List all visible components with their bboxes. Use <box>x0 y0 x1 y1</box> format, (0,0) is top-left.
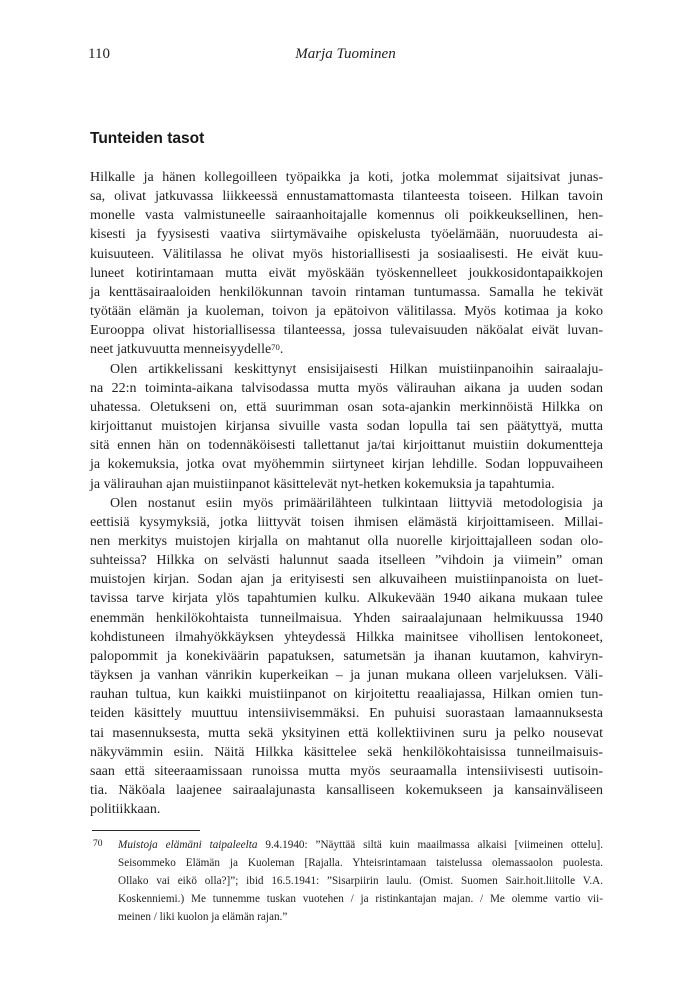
footnote-line: Ollako vai eikö olla?]”; ibid 16.5.1941: ”Sisarpiirin laulu. (Omist. Suomen Sair.hoit.liitolle V.A. <box>118 875 603 887</box>
text-line: palopommit ja konekiväärin papatuksen, satumetsän ja ihanan kuutamon, kahviryn- <box>90 648 603 664</box>
footnote-line: Muistoja elämäni taipaleelta 9.4.1940: ”Näyttää siltä kuin maailmassa alkaisi [viimeinen ottelu]. <box>118 839 603 851</box>
text-line: teiden käsittely muuttuu intensiivisemmäksi. En puhuisi suorastaan lamaannuksesta <box>90 706 603 722</box>
page-number: 110 <box>88 46 110 62</box>
text-line: Olen nostanut esiin myös primäärilähteen tulkintaan liittyviä metodologisia ja <box>110 495 603 511</box>
footnote-text <box>118 836 603 926</box>
text-line: saan että siteeraamissaan runoissa mutta myös seuraamalla intensiivisesti uutisoin- <box>90 763 603 779</box>
text-line: ja kokemuksia, jotka ovat myöhemmin siirtyneet kirjan lehdille. Sodan loppuvaiheen <box>90 457 603 473</box>
text-line: kisesti ja fyysisesti vaativa siirtymävaihe opiskelusta työelämään, nuoruudesta ai- <box>90 227 603 243</box>
text-line: kohdistuneen ilmahyökkäyksen yhteydessä Hilkka mainitsee vihollisen lentokoneet, <box>90 629 603 645</box>
text-line: Hilkalle ja hänen kollegoilleen työpaikka ja koti, jotka molemmat sijaitsivat junas- <box>90 170 603 185</box>
text-line: kirjoittanut muistojen kirjansa sivuille vasta sodan lopulla tai sen päätyttyä, mutta <box>90 419 603 435</box>
text-line: sa, olivat jatkuvassa liikkeessä ennustamattomasta tilanteesta toiseen. Hilkan tavoin <box>90 189 603 205</box>
text-line: uhatessa. Oletukseni on, että suurimman osan sota-ajankin merkinnöistä Hilkka on <box>90 399 603 415</box>
text-line: nen merkitys muistojen kirjalla on mahtanut olla nuorelle kirjoittajalleen sodan olo- <box>90 533 603 549</box>
text-line: politiikkaan. <box>90 802 161 818</box>
text-line: muistojen kirjan. Sodan ajan ja erityisesti sen alkuvaiheen muistiinpanoista on luet- <box>90 572 603 588</box>
text-line: enemmän henkilökohtaista tunneilmaisua. Yhden sairaalajunaan helmikuussa 1940 <box>90 610 603 626</box>
text-line: kuisuuteen. Välitilassa he olivat myös historiallisesti ja sosiaalisesti. He eivät kuu- <box>90 246 603 262</box>
paragraph <box>90 168 603 360</box>
footnote-line: meinen / liki kuolon ja elämän rajan.” <box>118 911 288 923</box>
text-line: na 22:n toiminta-aikana talvisodassa mutta myös välirauhan aikana ja uuden sodan <box>90 380 603 396</box>
paragraph <box>90 360 603 494</box>
text-line: monelle vasta valmistuneelle sairaanhoitajalle komennus oli poikkeuksellinen, hen- <box>90 208 603 224</box>
text-line: luneet kotirintamaan mutta eivät myöskään työskennelleet joukkosidontapaikkojen <box>90 265 603 281</box>
italic-text: Muistoja elämäni taipaleelta <box>118 839 258 851</box>
page-header <box>88 44 603 64</box>
text-line: ja välirauhan ajan muistiinpanot käsittelevät nyt-hetken kokemuksia ja tapahtumia. <box>90 476 555 492</box>
text-line: sitä ennen hän on todennäköisesti tallettanut ja/tai kirjoittanut muistiin dokumentteja <box>90 438 603 454</box>
text-line: täyksen ja vanhan vänrikin kuperkeikan – ja junan mukana olleen varjeluksen. Väli- <box>90 668 603 684</box>
footnote-reference: 70 <box>271 341 280 352</box>
text-line: ja kenttäsairaaloiden henkilökunnan tavoin rintaman tuntumassa. Samalla he tekivät <box>90 284 603 300</box>
paragraph <box>90 494 603 820</box>
text-line: suhteissa? Hilkka on selvästi halunnut saada itselleen ”vihdoin ja viimein” oman <box>90 553 603 569</box>
text-line: tia. Näköala laajenee sairaalajunasta kansalliseen kokemukseen ja kansainväliseen <box>90 783 603 798</box>
text-line: eettisiä kysymyksiä, jotka liittyvät toisen ihmisen elämästä kirjoittamiseen. Millai- <box>90 514 603 530</box>
section-heading: Tunteiden tasot <box>90 130 205 147</box>
footnote-line: Koskenniemi.) Me tunnemme tuskan vuotehen / ja ristinkantajan majan. / Me olemme vartio vii- <box>118 893 603 905</box>
footnote-line: Seisommeko Elämän ja Kuoleman [Rajalla. Yhteisrintamaan taistelussa olemassaolon puolesta. <box>118 857 603 869</box>
text-line: neet jatkuvuutta menneisyydelle$^{70}$. <box>90 341 284 358</box>
text-line: rauhan tultua, kun kaikki muistiinpanot on kirjoitettu reaaliajassa, Hilkan omien tun- <box>90 687 603 703</box>
running-head: Marja Tuominen <box>295 46 396 62</box>
footnote-separator <box>92 830 200 831</box>
text-line: tai masennuksesta, mutta sekä yksityinen että kollektiivinen suru ja pelko nousevat <box>90 725 603 741</box>
text-line: näkyvämmin esiin. Näitä Hilkka käsittelee sekä henkilökohtaisissa tunneilmaisuis- <box>90 744 603 760</box>
footnote-marker: 70 <box>93 839 103 849</box>
text-line: tavissa tarve kirjata ylös tapahtumien kulku. Alkukevään 1940 aikana mukaan tulee <box>90 591 603 607</box>
text-line: Olen artikkelissani keskittynyt ensisijaisesti Hilkan muistiinpanoihin sairaalaju- <box>110 361 603 377</box>
text-line: työtään elämän ja kuoleman, toivon ja epätoivon välitilassa. Myös kotimaa ja koko <box>90 304 603 320</box>
body-text <box>90 168 603 819</box>
text-line: Eurooppa olivat historiallisessa tilanteessa, jossa tulevaisuuden näköalat eivät luvan- <box>90 323 603 339</box>
